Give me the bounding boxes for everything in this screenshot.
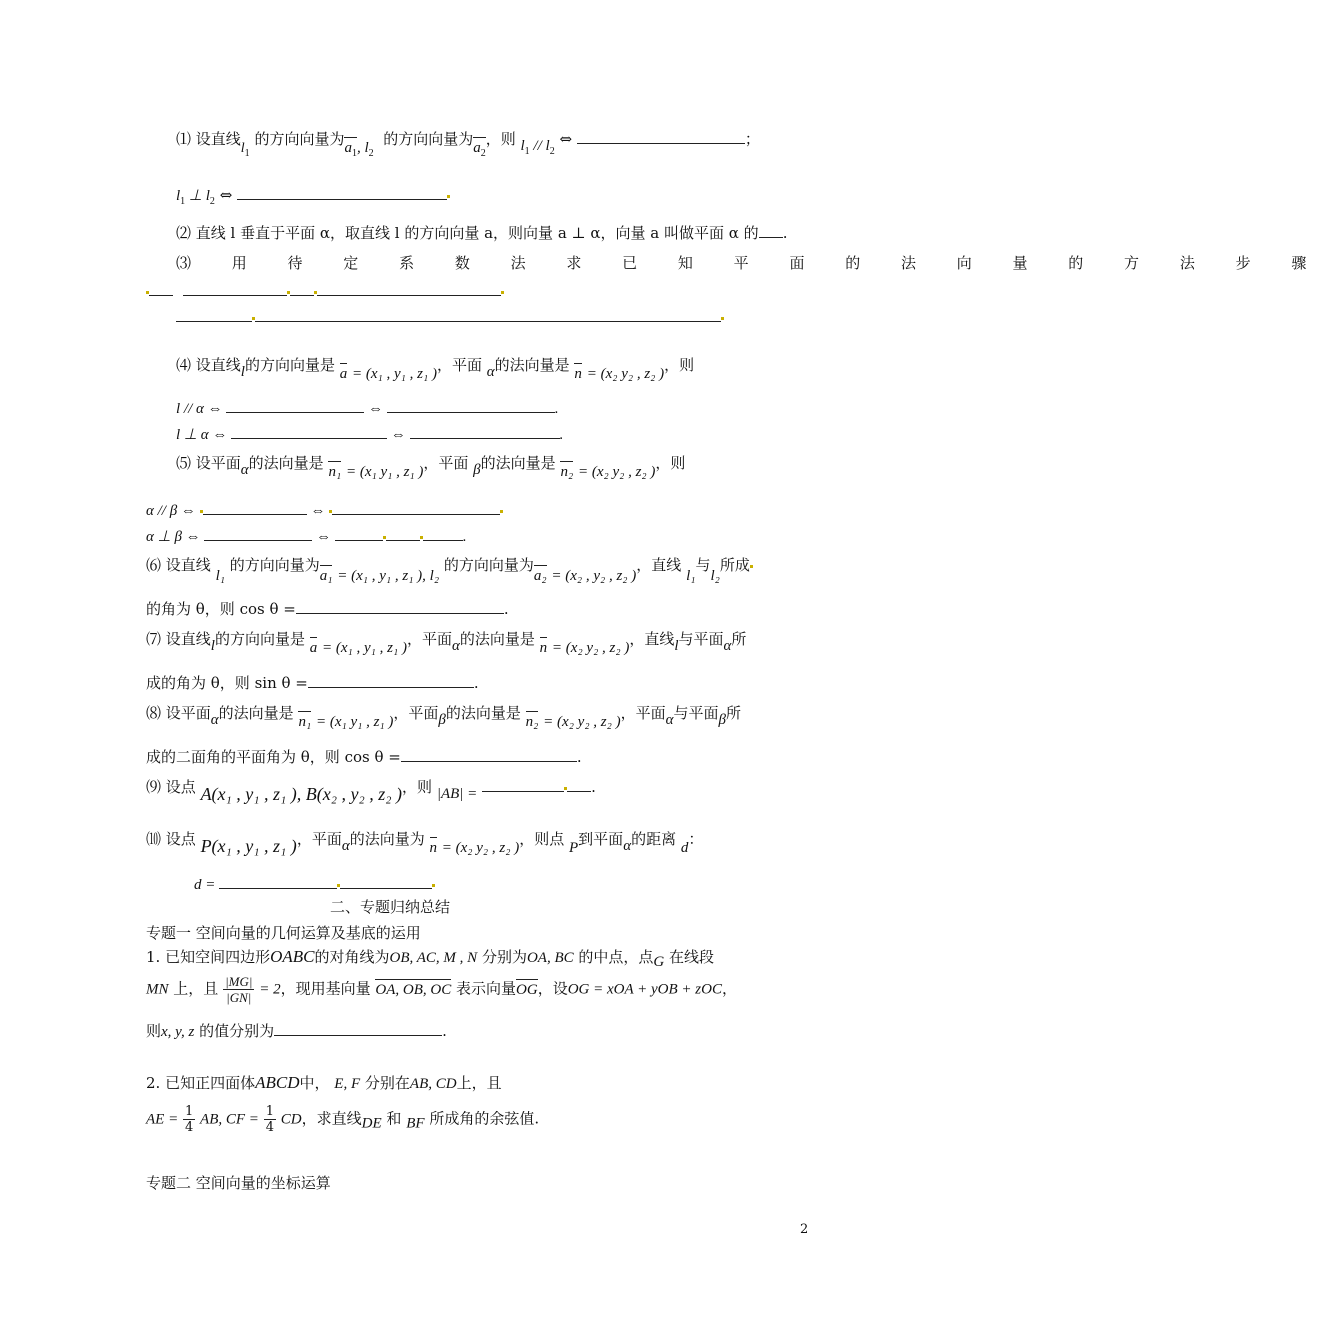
alpha-symbol: α [341, 838, 350, 854]
item-6-line-2: 的角为 θ，则 cos θ = . [146, 600, 509, 618]
answer-blank[interactable] [308, 673, 474, 688]
item-7-text-h: 的法向量是 [459, 630, 535, 648]
l1-symbol: l₁ [215, 568, 225, 584]
item-4-parallel: l // α ⇔ ⇔ . [176, 398, 559, 420]
coords-a2: = (x₂ , y₂ , z₂ ) [551, 568, 637, 584]
item-9-text: ⑼ 设点 [146, 778, 196, 796]
item-7-text-k: ，直线 [629, 630, 675, 648]
item-1-text: ⑴ 设直线 [176, 130, 241, 148]
alpha-symbol: α [451, 638, 460, 654]
alpha-symbol: α [240, 462, 249, 478]
item-7-text-m: 与平面 [678, 630, 724, 648]
coords-a1: = (x₁ , y₁ , z₁ ), l₂ [337, 568, 440, 584]
q1-text-c: 的对角线为 [314, 948, 390, 966]
alpha-symbol: α [723, 638, 732, 654]
answer-blank[interactable] [296, 599, 504, 614]
coords-n: = (x₂ y₂ , z₂ ) [586, 366, 665, 382]
answer-blank[interactable] [335, 526, 383, 541]
item-10-text-c: ，平面 [296, 830, 342, 848]
answer-blank[interactable] [482, 777, 564, 792]
item-3-line [176, 252, 1324, 274]
item-3-text: ⑶ 用 待 定 系 数 法 求 已 知 平 面 的 法 向 量 的 方 法 步 骤 [176, 254, 1324, 272]
fraction-one-quarter [183, 1104, 195, 1135]
q1-text-q: ，设 [537, 979, 568, 998]
answer-blank[interactable] [149, 281, 173, 296]
item-5-text-k: ，则 [655, 454, 686, 472]
question-2-line-2 [146, 1104, 539, 1135]
frac-den: 4 [265, 1120, 274, 1135]
distance-ab: |AB| = [436, 786, 478, 802]
item-8-text-c: 的法向量是 [218, 704, 294, 722]
alpha-symbol: α [623, 838, 632, 854]
answer-blank[interactable] [226, 398, 364, 413]
item-6-text-n: 的角为 θ，则 cos θ = [146, 600, 296, 618]
perp-condition: α ⊥ β ⇔ [146, 529, 201, 545]
ratio-fraction [223, 974, 254, 1005]
item-6-text: ⑹ 设直线 [146, 556, 211, 574]
item-3-blank-1 [146, 280, 504, 302]
q1-text-m: ，现用基向量 [280, 979, 371, 998]
item-6-text-c: 的方向向量为 [229, 556, 320, 574]
beta-symbol: β [473, 462, 481, 478]
answer-blank[interactable] [237, 185, 447, 200]
frac-num: 1 [265, 1104, 274, 1119]
frac-num: 1 [184, 1104, 194, 1119]
item-10-text-j: 到平面 [578, 830, 624, 848]
item-7-text-c: 的方向向量是 [214, 630, 305, 648]
answer-blank[interactable] [274, 1021, 442, 1036]
answer-blank[interactable] [290, 281, 314, 296]
item-8-line-1 [146, 702, 741, 733]
answer-blank[interactable] [203, 500, 307, 515]
line-de: DE [361, 1115, 382, 1132]
q2-text-m: 和 [386, 1109, 402, 1128]
punct: ； [744, 130, 760, 148]
alpha-symbol: α [486, 364, 495, 380]
item-7-text: ⑺ 设直线 [146, 630, 211, 648]
answer-blank[interactable] [567, 777, 591, 792]
cf-expression: AB, CF = [200, 1111, 259, 1128]
vector-a1: $a_1$ [344, 137, 357, 165]
vector-n1: n₁ [298, 711, 311, 733]
coords-n1: = (x₁ y₁ , z₁ ) [345, 464, 424, 480]
item-8-text-o: 所 [725, 704, 741, 722]
coords-n: = (x₂ y₂ , z₂ ) [551, 640, 630, 656]
answer-blank[interactable] [340, 874, 432, 889]
vector-n: n [430, 837, 438, 859]
parallel-condition: α // β ⇔ [146, 503, 196, 519]
l-symbol: l [674, 638, 679, 654]
perp-symbol: ⊥ [188, 188, 202, 204]
alpha-symbol: α [210, 712, 219, 728]
answer-blank[interactable] [577, 129, 745, 144]
ratio-value: = 2 [259, 981, 281, 998]
answer-blank[interactable] [332, 500, 500, 515]
q1-text-k: 上，且 [173, 979, 219, 998]
item-4-text: ⑷ 设直线 [176, 356, 241, 374]
item-3-blank-2 [176, 306, 724, 328]
vector-a2: $a_2$ [473, 137, 486, 165]
item-6-text-k: 与 [695, 556, 711, 574]
l1-symbol: l₁ [686, 568, 696, 584]
vector-n2: n₂ [526, 711, 539, 733]
q1-text-o: 表示向量 [456, 979, 517, 998]
beta-symbol: β [438, 712, 446, 728]
question-1-line-2 [146, 974, 737, 1005]
fraction-one-quarter [264, 1104, 276, 1135]
answer-blank[interactable] [423, 526, 463, 541]
edge-cd: CD [280, 1111, 302, 1128]
ae-expression: AE = [146, 1111, 179, 1128]
coords-n2: = (x₂ y₂ , z₂ ) [577, 464, 656, 480]
item-4-text-j: ，则 [664, 356, 695, 374]
item-8-text-f: ，平面 [393, 704, 439, 722]
item-1-line-2: $l_1$ ⊥ $l_2$ ⇔ [176, 184, 450, 213]
point-p: P(x₁ , y₁ , z₁ ) [200, 836, 297, 856]
item-1-text-c: 的方向向量为 [383, 130, 474, 148]
q1-text: 1. 已知空间四边形 [146, 948, 271, 966]
basis-vectors: OA, OB, OC [375, 979, 451, 1001]
l1-symbol: $l_1$ [240, 141, 250, 159]
vector-og: OG [516, 979, 538, 1001]
q2-text-e: 分别在 [364, 1074, 410, 1092]
d-symbol: d [680, 840, 689, 856]
quad-oabc: OABC [270, 947, 315, 966]
item-10-answer [194, 874, 435, 896]
item-5-parallel [146, 500, 503, 522]
item-7-line-2: 成的角为 θ，则 sin θ = . [146, 674, 479, 692]
item-5-text-f: ，平面 [423, 454, 469, 472]
answer-blank[interactable] [386, 526, 420, 541]
point-g: G [653, 954, 665, 970]
vector-a2: a₂ [534, 565, 547, 587]
tetra-abcd: ABCD [255, 1073, 300, 1092]
item-5-text: ⑸ 设平面 [176, 454, 241, 472]
parallel-condition: l // α ⇔ [176, 401, 223, 417]
answer-blank[interactable] [183, 281, 287, 296]
q1-text-i: 在线段 [669, 948, 715, 966]
coords-n2: = (x₂ y₂ , z₂ ) [543, 714, 621, 730]
item-4-perp: l ⊥ α ⇔ ⇔ . [176, 424, 563, 446]
vector-n: n [540, 637, 548, 659]
coords-n: = (x₂ y₂ , z₂ ) [441, 840, 520, 856]
iff-symbol: ⇔ [219, 186, 233, 204]
q2-text-o: 所成角的余弦值. [429, 1109, 540, 1128]
item-10-line [146, 828, 703, 859]
item-6-line-1 [146, 554, 753, 587]
coords-n1: = (x₁ y₁ , z₁ ) [315, 714, 394, 730]
item-1-line-1: ⑴ 设直线$l_1$ 的方向向量为$a_1$, $l_2$ 的方向向量为$a_2$，则 $l_1 // l_2$ ⇔ ； [176, 128, 760, 165]
segment-mn: MN [146, 981, 169, 998]
vector-a: a [340, 363, 348, 385]
item-5-line [176, 452, 685, 483]
iff-symbol: ⇔ [310, 503, 326, 519]
item-8-text-h: 的法向量是 [445, 704, 521, 722]
edges: AB, CD [409, 1076, 457, 1092]
item-8-text: ⑻ 设平面 [146, 704, 211, 722]
question-2-line-1 [146, 1072, 502, 1095]
item-6-text-f: 的方向向量为 [443, 556, 534, 574]
frac-den: 4 [184, 1120, 194, 1135]
answer-blank[interactable] [317, 281, 501, 296]
iff-symbol: ⇔ [368, 401, 384, 417]
answer-blank[interactable] [255, 307, 721, 322]
item-10-text-l: 的距离 [631, 830, 677, 848]
item-1-text-d: ，则 [485, 130, 516, 148]
answer-blank[interactable] [387, 398, 555, 413]
question-1-line-3: 则x, y, z 的值分别为 . [146, 1022, 447, 1040]
item-2-text: ⑵ 直线 l 垂直于平面 α，取直线 l 的方向向量 a，则向量 a ⊥ α，向量 a 叫做平面 α 的 [176, 224, 759, 242]
item-8-text-p: 成的二面角的平面角为 θ，则 cos θ = [146, 748, 401, 766]
q1-text-t: 则 [146, 1022, 162, 1040]
vector-n1: n₁ [328, 461, 341, 483]
item-5-text-c: 的法向量是 [248, 454, 324, 472]
alpha-symbol: α [665, 712, 674, 728]
item-4-text-e: ，平面 [436, 356, 482, 374]
answer-blank[interactable] [410, 424, 560, 439]
distance-d: d = [194, 877, 216, 893]
q1-text-g: 的中点，点 [578, 948, 654, 966]
l2-symbol: l₂ [710, 568, 720, 584]
topic-1-title: 专题一 空间向量的几何运算及基底的运用 [146, 924, 421, 942]
punct: ： [688, 830, 704, 848]
points-ab: A(x₁ , y₁ , z₁ ), B(x₂ , y₂ , z₂ ) [200, 784, 403, 804]
iff-symbol: ⇔ [390, 427, 406, 443]
topic-2-title: 专题二 空间向量的坐标运算 [146, 1174, 331, 1192]
item-9-line: ⑼ 设点 A(x₁ , y₁ , z₁ ), B(x₂ , y₂ , z₂ )，则 |AB| = . [146, 778, 596, 804]
q2-text-c: 中， [299, 1074, 330, 1092]
q2-text-g: 上，且 [456, 1074, 502, 1092]
punct: ， [721, 979, 737, 998]
item-2-line: ⑵ 直线 l 垂直于平面 α，取直线 l 的方向向量 a，则向量 a ⊥ α，向量 a 叫做平面 α 的 . [176, 224, 788, 242]
item-10-text-e: 的法向量为 [349, 830, 425, 848]
item-10-text: ⑽ 设点 [146, 830, 196, 848]
q2-text-k: ，求直线 [301, 1109, 362, 1128]
item-5-perp: α ⊥ β ⇔ ⇔ . [146, 526, 467, 548]
perp-condition: l ⊥ α ⇔ [176, 427, 228, 443]
coords-a: = (x₁ , y₁ , z₁ ) [352, 366, 437, 382]
vector-a1: a₁ [320, 565, 333, 587]
section-title: 二、专题归纳总结 [330, 898, 451, 916]
item-7-text-o: 所 [731, 630, 747, 648]
item-8-text-k: ，平面 [620, 704, 666, 722]
answer-blank[interactable] [219, 874, 337, 889]
vector-a: a [310, 637, 318, 659]
item-4-text-b: 的方向向量是 [244, 356, 335, 374]
coords-a: = (x₁ , y₁ , z₁ ) [322, 640, 407, 656]
diag-names: OB, AC, M , N [389, 950, 478, 966]
item-4-text-g: 的法向量是 [494, 356, 570, 374]
item-9-text-c: ，则 [402, 778, 433, 796]
answer-blank[interactable] [176, 307, 252, 322]
item-4-line: ⑷ 设直线l的方向向量是 a = (x₁ , y₁ , z₁ )，平面 α的法向量是 n = (x₂ y₂ , z₂ )，则 [176, 354, 694, 385]
page-number: 2 [800, 1222, 809, 1237]
points-ef: E, F [334, 1076, 361, 1092]
segments: OA, BC [526, 950, 574, 966]
xyz-vars: x, y, z [161, 1024, 195, 1040]
q1-text-v: 的值分别为 [199, 1022, 275, 1040]
item-6-text-i: ，直线 [636, 556, 682, 574]
item-5-text-h: 的法向量是 [480, 454, 556, 472]
answer-blank[interactable] [401, 747, 577, 762]
answer-blank[interactable] [231, 424, 387, 439]
item-1-text-b: 的方向向量为 [254, 130, 345, 148]
beta-symbol: β [718, 712, 726, 728]
q2-text: 2. 已知正四面体 [146, 1074, 256, 1092]
point-p-symbol: P [569, 840, 579, 856]
iff-symbol: ⇔ [559, 130, 573, 148]
q1-text-e: 分别为 [481, 948, 527, 966]
item-8-line-2: 成的二面角的平面角为 θ，则 cos θ = . [146, 748, 582, 766]
item-8-text-m: 与平面 [673, 704, 719, 722]
iff-symbol: ⇔ [316, 529, 332, 545]
ratio-num: |MG| [225, 974, 253, 989]
l-symbol: l [210, 638, 215, 654]
item-7-text-p: 成的角为 θ，则 sin θ = [146, 674, 308, 692]
item-10-text-h: ，则点 [519, 830, 565, 848]
item-7-line-1 [146, 628, 746, 659]
og-expression: OG = xOA + yOB + zOC [567, 981, 722, 998]
vector-n: n [574, 363, 582, 385]
line-bf: BF [406, 1115, 425, 1132]
answer-blank[interactable] [204, 526, 312, 541]
item-7-text-f: ，平面 [406, 630, 452, 648]
ratio-den: |GN| [226, 990, 252, 1005]
answer-blank[interactable] [759, 223, 783, 238]
item-6-text-m: 所成 [719, 556, 750, 574]
question-1-line-1 [146, 946, 714, 973]
vector-n2: n₂ [560, 461, 573, 483]
